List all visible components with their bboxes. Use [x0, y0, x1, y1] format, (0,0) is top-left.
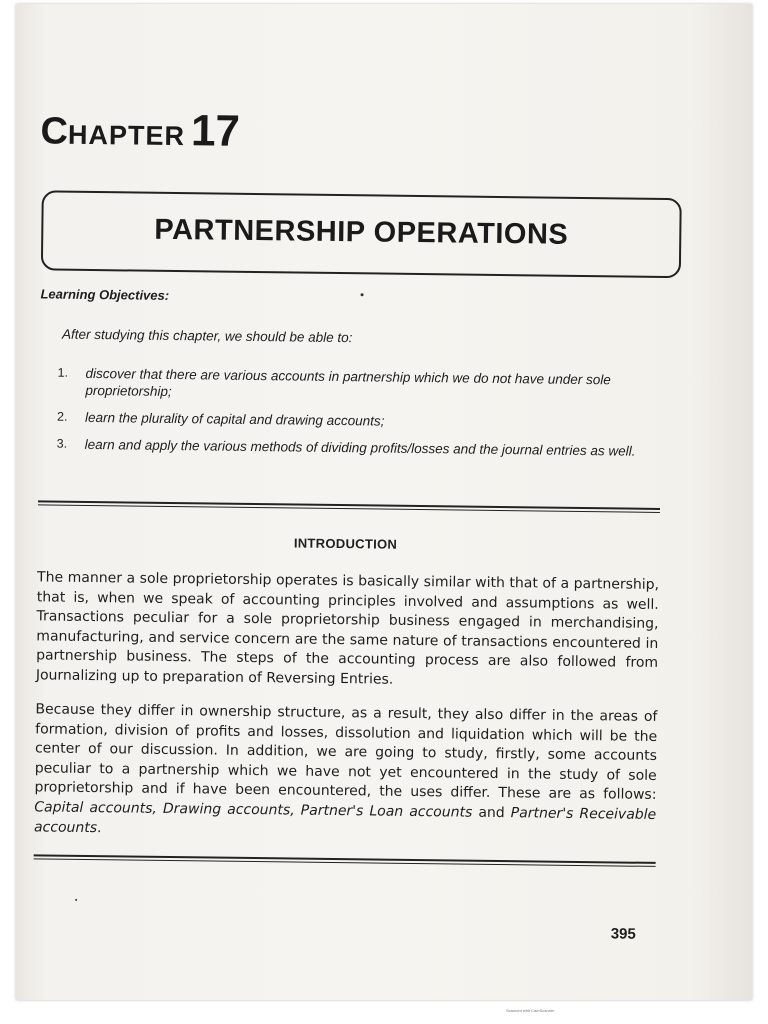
- page-number: 395: [610, 925, 636, 943]
- scanned-page: [16, 4, 752, 1000]
- objective-text: discover that there are various accounts in partnership which we do not have under sole proprietorship;: [85, 365, 611, 399]
- objective-number: 3.: [56, 436, 68, 451]
- objective-item: [57, 409, 677, 434]
- chapter-title: PARTNERSHIP OPERATIONS: [154, 213, 569, 251]
- chapter-first-letter: C: [40, 110, 69, 153]
- introduction-heading: INTRODUCTION: [293, 535, 398, 552]
- introduction-paragraph-1: The manner a sole proprietorship operates is basically similar with that of a partnership, that is, when we speak of accounting principles involved and assumptions as well. Transactions peculiar for a sole proprietorship business engaged in merchandising, manufacturing, and service concern are the same nature of transactions encountered in partnership business. The steps of the accounting process are also followed from Journalizing up to preparation of Reversing Entries.: [35, 569, 660, 688]
- objective-text: learn the plurality of capital and drawing accounts;: [84, 409, 385, 429]
- learning-objectives-intro: After studying this chapter, we should be able to:: [61, 326, 353, 346]
- objective-item: [57, 436, 677, 461]
- paragraph-2-end: .: [97, 819, 102, 836]
- section-divider: [34, 854, 656, 867]
- objective-number: 2.: [56, 409, 68, 424]
- objectives-list: [56, 365, 677, 471]
- introduction-paragraph-2: [34, 700, 658, 845]
- scan-speck: [75, 899, 77, 901]
- scanner-watermark: Scanned with CamScanner: [506, 1008, 555, 1013]
- objective-item: [57, 365, 677, 407]
- receivable-accounts-italic: Partner's Receivable accounts: [33, 805, 657, 836]
- accounts-list-italic: Capital accounts, Drawing accounts, Partner's Loan accounts: [34, 799, 473, 821]
- paragraph-2-body: Because they differ in ownership structure, as a result, they also differ in the areas of formation, division of profits and losses, dissolution and liquidation which will be the center of our discussion. In addition, we are going to study, firstly, some accounts peculiar to a partnership which we have not yet encountered in the study of sole proprietorship and if have been encountered, the uses differ. These are as follows:: [34, 701, 658, 804]
- chapter-heading: [40, 104, 240, 156]
- learning-objectives-heading: Learning Objectives:: [40, 286, 170, 303]
- objective-number: 1.: [57, 365, 69, 380]
- page-content: [16, 4, 752, 1000]
- section-divider: [38, 500, 660, 513]
- paragraph-2-and: and: [472, 804, 511, 822]
- chapter-number: 17: [190, 106, 241, 156]
- objective-text: learn and apply the various methods of dividing profits/losses and the journal entries as well.: [84, 436, 636, 459]
- title-box: [41, 190, 682, 278]
- scan-speck: [361, 293, 364, 296]
- chapter-word: HAPTER: [67, 119, 186, 152]
